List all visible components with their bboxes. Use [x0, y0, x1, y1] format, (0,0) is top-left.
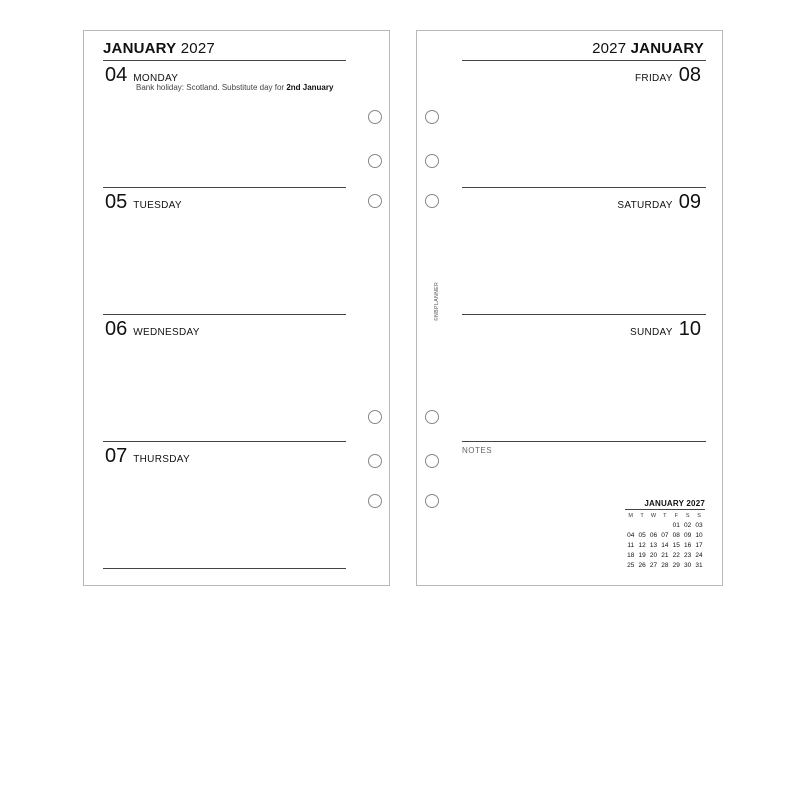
binder-hole: [368, 410, 382, 424]
day-number: 05: [105, 191, 128, 213]
mini-date: [648, 521, 659, 531]
mini-date: 07: [661, 532, 669, 539]
mini-weekday: T: [663, 513, 667, 519]
day-divider: [462, 314, 706, 315]
day-tuesday: [105, 191, 182, 214]
mini-date: 31: [695, 562, 703, 569]
mini-date: 04: [627, 532, 635, 539]
binder-hole: [368, 494, 382, 508]
mini-weekday: S: [697, 513, 701, 519]
mini-date: [659, 521, 670, 531]
holiday-note: [136, 83, 333, 92]
mini-date: 08: [672, 532, 680, 539]
day-name: FRIDAY: [635, 73, 673, 84]
mini-date: 26: [638, 562, 646, 569]
mini-date: [625, 521, 636, 531]
day-friday: [635, 64, 701, 87]
brand-watermark: ©NBPLANNER: [434, 281, 440, 321]
right-planner-page: [416, 30, 723, 586]
mini-weekday: M: [628, 513, 633, 519]
mini-calendar-rule: [625, 509, 705, 510]
left-header-month: JANUARY: [103, 40, 177, 57]
day-thursday: [105, 445, 190, 468]
mini-weekday: T: [640, 513, 644, 519]
binder-hole: [368, 194, 382, 208]
left-header-year: 2027: [180, 40, 215, 57]
mini-date: 16: [684, 542, 692, 549]
binder-hole: [368, 454, 382, 468]
mini-date: 06: [649, 532, 658, 539]
right-header-year: 2027: [592, 40, 627, 57]
day-wednesday: [105, 318, 200, 341]
mini-date: 03: [695, 522, 703, 529]
notes-label: NOTES: [462, 446, 493, 455]
right-page-header: [592, 40, 704, 57]
mini-date: 15: [672, 542, 680, 549]
day-number: 09: [678, 191, 701, 213]
day-divider: [103, 187, 346, 188]
mini-date: 09: [684, 532, 692, 539]
binder-hole: [425, 154, 439, 168]
binder-hole: [425, 454, 439, 468]
mini-date: 23: [684, 552, 692, 559]
day-sunday: [630, 318, 701, 341]
day-saturday: [617, 191, 701, 214]
day-name: MONDAY: [133, 73, 179, 84]
mini-date: 13: [649, 542, 658, 549]
day-name: TUESDAY: [133, 200, 182, 211]
mini-date: 18: [627, 552, 635, 559]
mini-date: 14: [661, 542, 669, 549]
day-number: 10: [678, 318, 701, 340]
day-name: SATURDAY: [617, 200, 673, 211]
holiday-note-text: Bank holiday: Scotland. Substitute day for: [136, 83, 287, 92]
binder-hole: [425, 194, 439, 208]
day-number: 08: [678, 64, 701, 86]
mini-date: 19: [638, 552, 646, 559]
mini-weekday: W: [650, 513, 657, 519]
binder-hole: [425, 494, 439, 508]
mini-date: 11: [627, 542, 635, 549]
mini-date: 27: [649, 562, 658, 569]
day-name: SUNDAY: [630, 327, 673, 338]
footer-rule: [103, 568, 346, 569]
header-rule: [103, 60, 346, 61]
day-divider: [462, 187, 706, 188]
binder-hole: [425, 110, 439, 124]
mini-date: 30: [684, 562, 692, 569]
binder-hole: [368, 154, 382, 168]
day-number: 06: [105, 318, 128, 340]
mini-calendar-title: JANUARY 2027: [644, 499, 705, 508]
day-number: 07: [105, 445, 128, 467]
mini-date: 10: [695, 532, 703, 539]
header-rule: [462, 60, 706, 61]
day-divider: [103, 441, 346, 442]
mini-date: 28: [661, 562, 669, 569]
binder-hole: [368, 110, 382, 124]
day-divider: [103, 314, 346, 315]
mini-calendar-grid: [625, 511, 705, 571]
mini-date: 02: [684, 522, 692, 529]
mini-date: 21: [661, 552, 669, 559]
day-number: 04: [105, 64, 128, 86]
mini-date: 25: [627, 562, 635, 569]
mini-date: 12: [638, 542, 646, 549]
binder-hole: [425, 410, 439, 424]
mini-date: 24: [695, 552, 703, 559]
notes-rule: [462, 441, 706, 442]
right-header-month: JANUARY: [630, 40, 704, 57]
mini-date: 01: [672, 522, 680, 529]
left-planner-page: [83, 30, 390, 586]
mini-date: [636, 521, 647, 531]
mini-date: 17: [695, 542, 703, 549]
day-name: WEDNESDAY: [133, 327, 200, 338]
mini-date: 20: [649, 552, 658, 559]
mini-date: 29: [672, 562, 680, 569]
mini-date: 05: [638, 532, 646, 539]
mini-calendar: [625, 499, 705, 571]
holiday-note-date: 2nd January: [286, 83, 334, 92]
day-name: THURSDAY: [133, 454, 190, 465]
mini-weekday: F: [674, 513, 678, 519]
mini-weekday: S: [685, 513, 690, 519]
mini-date: 22: [672, 552, 680, 559]
left-page-header: [103, 40, 215, 57]
